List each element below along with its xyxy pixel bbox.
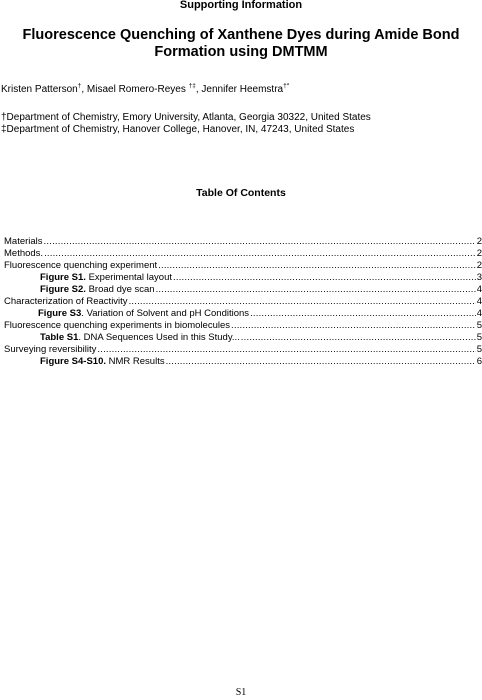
toc-entry-label bbox=[40, 356, 165, 368]
toc-entry-label bbox=[38, 308, 249, 320]
affiliation-emory: †Department of Chemistry, Emory University, Atlanta, Georgia 30322, United States bbox=[1, 112, 371, 123]
toc-entry-label: Fluorescence quenching experiment bbox=[4, 260, 158, 271]
toc-leader bbox=[250, 308, 476, 320]
toc-entry[interactable] bbox=[4, 344, 482, 356]
toc-page-number: 5 bbox=[476, 344, 482, 355]
title-line-1: Fluorescence Quenching of Xanthene Dyes during Amide Bond bbox=[22, 27, 460, 43]
toc-entry-prefix: Figure S1. bbox=[40, 272, 86, 283]
toc-entry[interactable] bbox=[4, 296, 482, 308]
toc-entry-label: Fluorescence quenching experiments in biomolecules bbox=[4, 320, 231, 331]
toc-leader bbox=[166, 356, 476, 368]
toc-leader bbox=[173, 272, 476, 284]
toc-page-number: 4 bbox=[476, 284, 482, 295]
author-name: Misael Romero-Reyes bbox=[86, 84, 186, 95]
toc-page-number: 5 bbox=[476, 320, 482, 331]
toc-entry-label: Characterization of Reactivity bbox=[4, 296, 128, 307]
toc-leader bbox=[44, 236, 476, 248]
toc-entry-label bbox=[40, 332, 240, 344]
toc-entry-text: . DNA Sequences Used in this Study... bbox=[78, 332, 240, 343]
author-list: Kristen Patterson†, Misael Romero-Reyes †‡, Jennifer Heemstra†* bbox=[1, 82, 290, 95]
toc-entry[interactable] bbox=[40, 284, 482, 296]
toc-page-number: 2 bbox=[476, 236, 482, 247]
toc-leader bbox=[158, 260, 476, 272]
toc-page-number: 6 bbox=[476, 356, 482, 367]
toc-leader bbox=[44, 248, 476, 260]
toc-leader bbox=[231, 320, 476, 332]
toc-page-number: 5 bbox=[476, 332, 482, 343]
toc-page-number: 3 bbox=[476, 272, 482, 283]
toc-entry-text: NMR Results bbox=[106, 356, 165, 367]
toc-entry[interactable] bbox=[4, 320, 482, 332]
toc-entry-prefix: Table S1 bbox=[40, 332, 79, 343]
toc-heading: Table Of Contents bbox=[196, 187, 286, 199]
toc-leader bbox=[156, 284, 476, 296]
toc-entry-text: Experimental layout bbox=[85, 272, 173, 283]
toc-entry-prefix: Figure S2. bbox=[40, 284, 86, 295]
toc-page-number: 2 bbox=[476, 260, 482, 271]
toc-entry[interactable] bbox=[4, 236, 482, 248]
toc-entry[interactable] bbox=[38, 308, 482, 320]
toc-page-number: 2 bbox=[476, 248, 482, 259]
toc-page-number: 4 bbox=[476, 308, 482, 319]
page-number: S1 bbox=[235, 687, 247, 698]
toc-leader bbox=[129, 296, 476, 308]
paper-title bbox=[0, 27, 482, 61]
toc-leader bbox=[97, 344, 475, 356]
toc-entry[interactable] bbox=[40, 272, 482, 284]
author-mark: † bbox=[77, 82, 82, 90]
author-mark: †‡ bbox=[188, 82, 196, 90]
toc-entry-label: Surveying reversibility bbox=[4, 344, 97, 355]
toc-entry-label: Methods. bbox=[4, 248, 44, 259]
toc-entry-label bbox=[40, 272, 172, 284]
author-mark: †* bbox=[283, 82, 290, 90]
author-name: Jennifer Heemstra bbox=[201, 84, 284, 95]
toc-entry-label bbox=[40, 284, 155, 296]
toc-entry-prefix: Figure S4-S10. bbox=[40, 356, 106, 367]
toc-entry[interactable] bbox=[4, 260, 482, 272]
title-line-2: Formation using DMTMM bbox=[154, 44, 328, 60]
toc-entry-label: Materials bbox=[4, 236, 43, 247]
toc-entry-text: Broad dye scan bbox=[85, 284, 155, 295]
toc-page-number: 4 bbox=[476, 296, 482, 307]
affiliation-hanover: ‡Department of Chemistry, Hanover College, Hanover, IN, 47243, United States bbox=[1, 124, 355, 135]
running-header: Supporting Information bbox=[179, 0, 303, 11]
toc-entry[interactable] bbox=[40, 356, 482, 368]
toc-entry[interactable] bbox=[4, 248, 482, 260]
toc-leader bbox=[241, 332, 476, 344]
author-name: Kristen Patterson bbox=[1, 84, 78, 95]
toc-entry-text: . Variation of Solvent and pH Conditions bbox=[81, 308, 250, 319]
toc-entry[interactable] bbox=[40, 332, 482, 344]
toc-entry-prefix: Figure S3 bbox=[38, 308, 82, 319]
